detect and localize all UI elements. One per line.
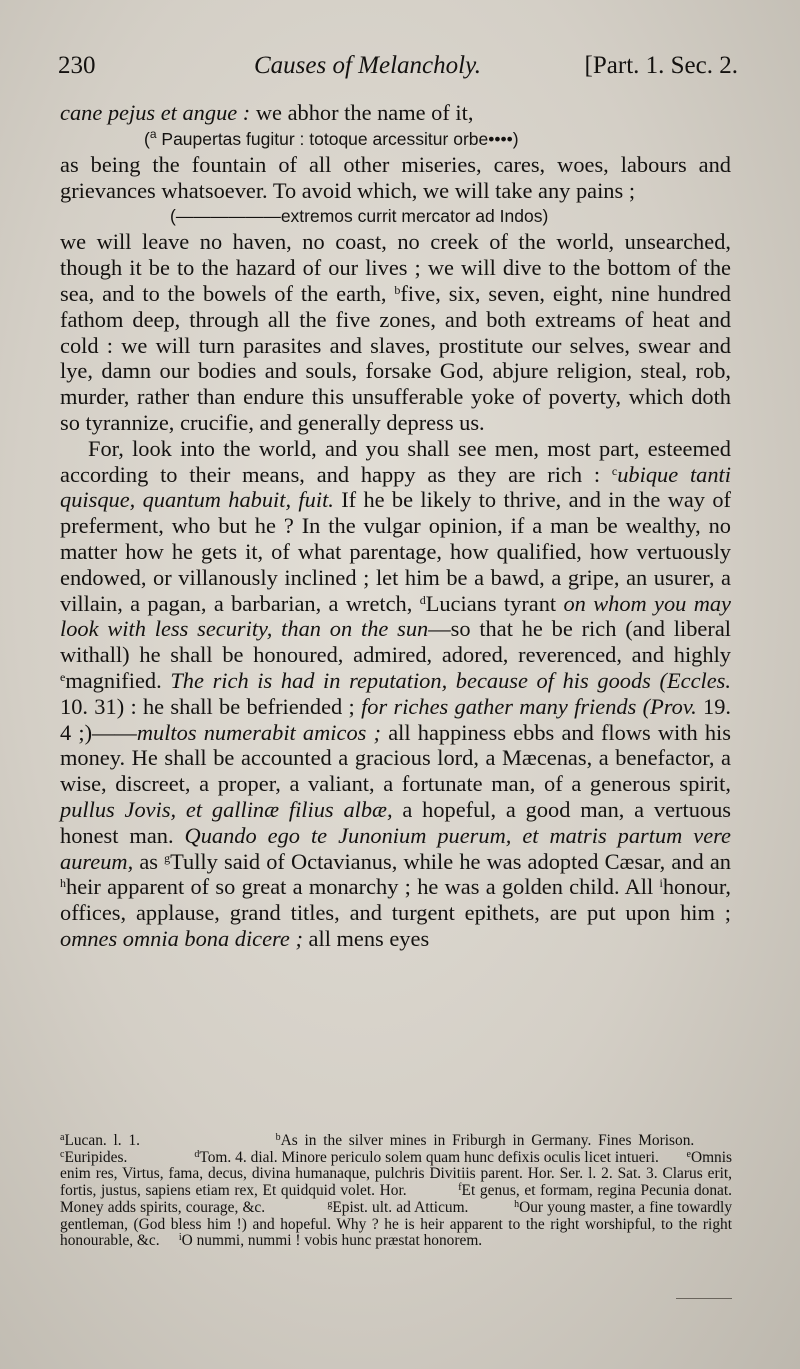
footnote-ref-g: g <box>164 850 171 865</box>
footnote-ref-c: c <box>611 463 618 478</box>
page-end-rule <box>676 1298 732 1299</box>
footnote-b: As in the silver mines in Friburgh in Germany. Fines Morison. <box>280 1132 695 1149</box>
footnote-ref-i: i <box>659 876 663 891</box>
part-section-label: [Part. 1. Sec. 2. <box>584 52 738 79</box>
footnote-ref-e: e <box>60 669 66 684</box>
verse-quotation-2: (——————extremos currit mercator ad Indos) <box>170 206 549 227</box>
footnote-e: Omnis enim res, Virtus, fama, decus, divina humanaque, pulchris Divitiis parent. Hor. Ser. l. 2. Sat. 3. Clarus erit, fortis, justus, sapiens etiam rex, Et quidquid volet. Hor. <box>60 1148 733 1200</box>
footnote-g: Epist. ult. ad Atticum. <box>332 1198 469 1216</box>
footnote-ref-a: a <box>149 126 157 141</box>
footnote-block <box>60 1133 732 1250</box>
footnote-mark-c: c <box>60 1148 65 1160</box>
footnote-ref-b: b <box>394 282 401 297</box>
footnote-i: O nummi, nummi ! vobis hunc præstat honorem. <box>181 1232 483 1250</box>
footnote-mark-b: b <box>275 1132 281 1143</box>
footnote-mark-f: f <box>458 1182 462 1194</box>
footnote-mark-d: d <box>194 1148 200 1160</box>
footnote-mark-h: h <box>514 1198 520 1210</box>
footnote-ref-d: d <box>419 592 426 607</box>
paragraph-rich: For, look into the world, and you shall see men, most part, esteemed according to their means, and happy as they are rich : $^c$ubique tanti quisque, quantum habuit, fuit. If he be likely to thrive, and in the way of preferment, who but he ? In the vulgar opinion, if a man be wealthy, no matter how he gets it, of what parentage, how qualified, how vertuously endowed, or villanously inclined ; let him be a bawd, a gripe, an usurer, a villain, a pagan, a barbarian, a wretch, $^d$Lucians tyrant on whom you may look with less security, than on the sun—so that he be rich (and liberal withall) he shall be honoured, admired, adored, reverenced, and highly $^e$magnified. The rich is had in reputation, because of his goods (Eccles. 10. 31) : he shall be befriended ; for riches gather many friends (Prov. 19. 4 ;)——multos numerabit amicos ; all happiness ebbs and flows with his money. He shall be accounted a gracious lord, a Mæcenas, a benefactor, a wise, discreet, a proper, a valiant, a fortunate man, of a generous spirit, pullus Jovis, et gallinæ filius albæ, a hopeful, a good man, a vertuous honest man. Quando ego te Junonium puerum, et matris partum vere aureum, as $^g$Tully said of Octavianus, while he was adopted Cæsar, and an $^h$heir apparent of so great a monarchy ; he was a golden child. All $^i$honour, offices, applause, grand titles, and turgent epithets, are put upon him ; omnes omnia bona dicere ; all mens eyes <box>60 435 732 951</box>
main-text <box>60 100 731 952</box>
paragraph-pains: as being the fountain of all other miseries, cares, woes, labours and grievances whatsoever. To avoid which, we will take any pains ; <box>60 151 731 203</box>
footnote-mark-g: g <box>327 1198 333 1210</box>
footnote-mark-e: e <box>686 1148 691 1160</box>
running-header <box>58 52 738 88</box>
footnote-h: Our young master, a fine towardly gentleman, (God bless him !) and hopeful. Why ? he is heir apparent to the right worshipful, to the right honourable, &c. <box>60 1198 733 1250</box>
footnote-mark-a: a <box>60 1132 65 1143</box>
paragraph-haven: we will leave no haven, no coast, no creek of the world, unsearched, though it be to the hazard of our lives ; we will dive to the bottom of the sea, and to the bowels of the earth, $^b$five, six, seven, eight, nine hundred fathom deep, through all the five zones, and both extreams of heat and cold : we will turn parasites and slaves, prostitute our selves, swear and lye, damn our bodies and souls, forsake God, abjure religion, steal, rob, murder, rather than endure this unsufferable yoke of poverty, which doth so tyrannize, crucifie, and generally depress us. <box>60 229 731 435</box>
footnote-f: Et genus, et formam, regina Pecunia donat. Money adds spirits, courage, &c. <box>60 1182 733 1216</box>
footnotes <box>60 1133 732 1250</box>
running-title: Causes of Melancholy. <box>254 52 482 79</box>
footnote-c: Euripides. <box>64 1148 128 1166</box>
footnote-d: Tom. 4. dial. Minore periculo solem quam hunc defixis oculis licet intueri. <box>199 1148 659 1166</box>
page-number: 230 <box>58 52 96 79</box>
footnote-a: Lucan. l. 1. <box>64 1132 140 1149</box>
footnote-mark-i: i <box>178 1232 182 1244</box>
verse-quotation-1: ($^a$ Paupertas fugitur : totoque arcessitur orbe••••) <box>144 126 519 149</box>
footnote-ref-h: h <box>60 876 66 891</box>
paragraph-opening: cane pejus et angue : we abhor the name of it, <box>60 100 474 125</box>
italic-phrase: cane pejus et angue : <box>60 100 251 125</box>
